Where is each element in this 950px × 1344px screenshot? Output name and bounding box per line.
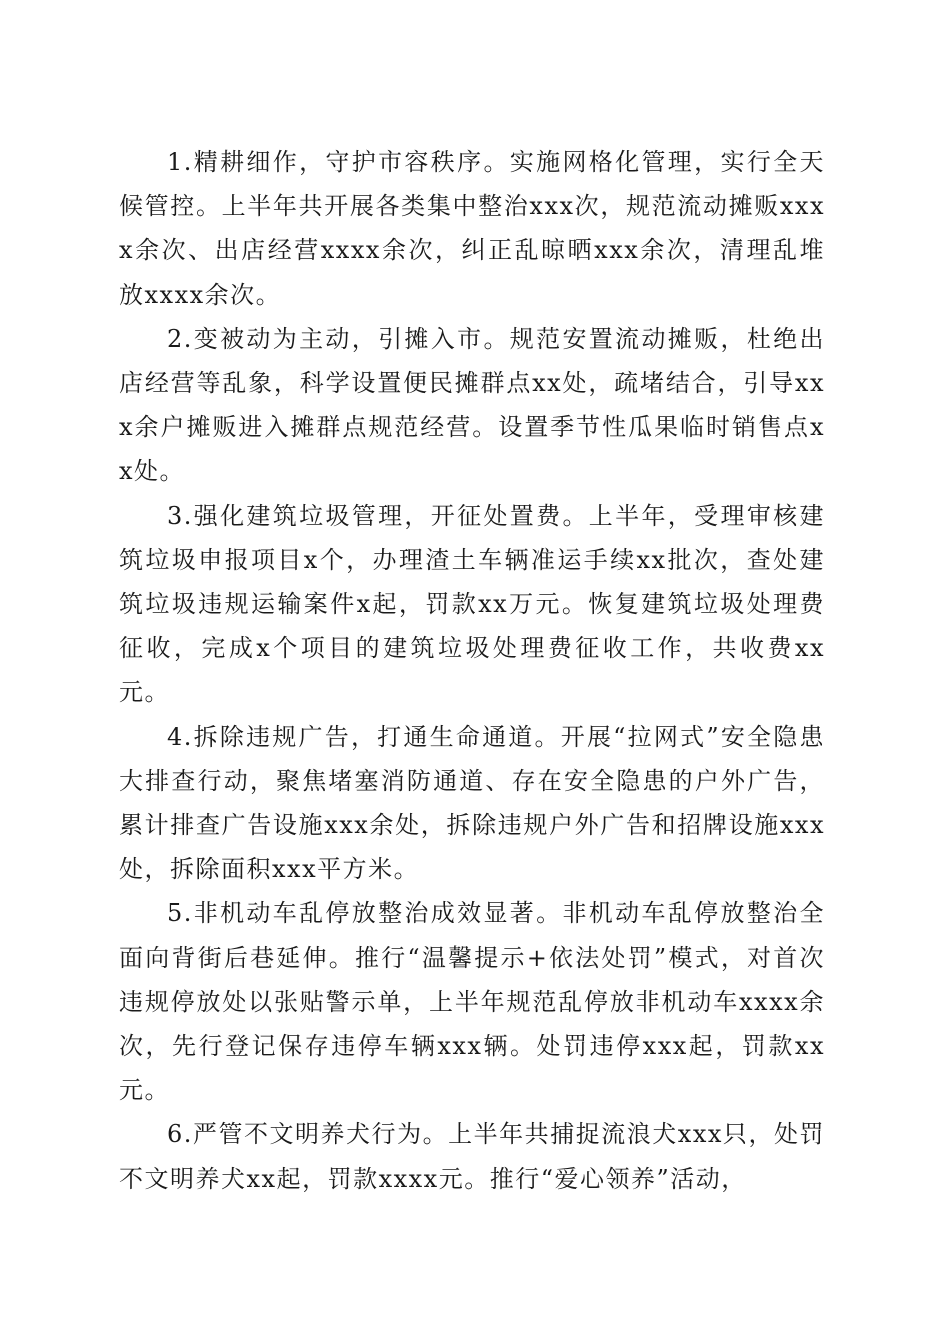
paragraph-2: 2.变被动为主动，引摊入市。规范安置流动摊贩，杜绝出店经营等乱象，科学设置便民摊群点xx处，疏堵结合，引导xxx余户摊贩进入摊群点规范经营。设置季节性瓜果临时销售点xx处。 [119,324,825,486]
paragraph-4: 4.拆除违规广告，打通生命通道。开展“拉网式”安全隐患大排查行动，聚焦堵塞消防通道、存在安全隐患的户外广告，累计排查广告设施xxx余处，拆除违规户外广告和招牌设施xxx处，拆除面积xxx平方米。 [119,722,825,884]
paragraph-3: 3.强化建筑垃圾管理，开征处置费。上半年，受理审核建筑垃圾申报项目x个，办理渣土车辆准运手续xx批次，查处建筑垃圾违规运输案件x起，罚款xx万元。恢复建筑垃圾处理费征收，完成x个项目的建筑垃圾处理费征收工作，共收费xx元。 [119,501,825,707]
paragraph-6: 6.严管不文明养犬行为。上半年共捕捉流浪犬xxx只，处罚不文明养犬xx起，罚款xxxx元。推行“爱心领养”活动， [119,1120,825,1193]
document-body [119,140,825,1201]
paragraph-5: 5.非机动车乱停放整治成效显著。非机动车乱停放整治全面向背街后巷延伸。推行“温馨提示+依法处罚”模式，对首次违规停放处以张贴警示单，上半年规范乱停放非机动车xxxx余次，先行登记保存违停车辆xxx辆。处罚违停xxx起，罚款xx元。 [119,899,825,1105]
paragraph-1: 1.精耕细作，守护市容秩序。实施网格化管理，实行全天候管控。上半年共开展各类集中整治xxx次，规范流动摊贩xxxx余次、出店经营xxxx余次，纠正乱晾晒xxx余次，清理乱堆放xxxx余次。 [119,148,825,309]
